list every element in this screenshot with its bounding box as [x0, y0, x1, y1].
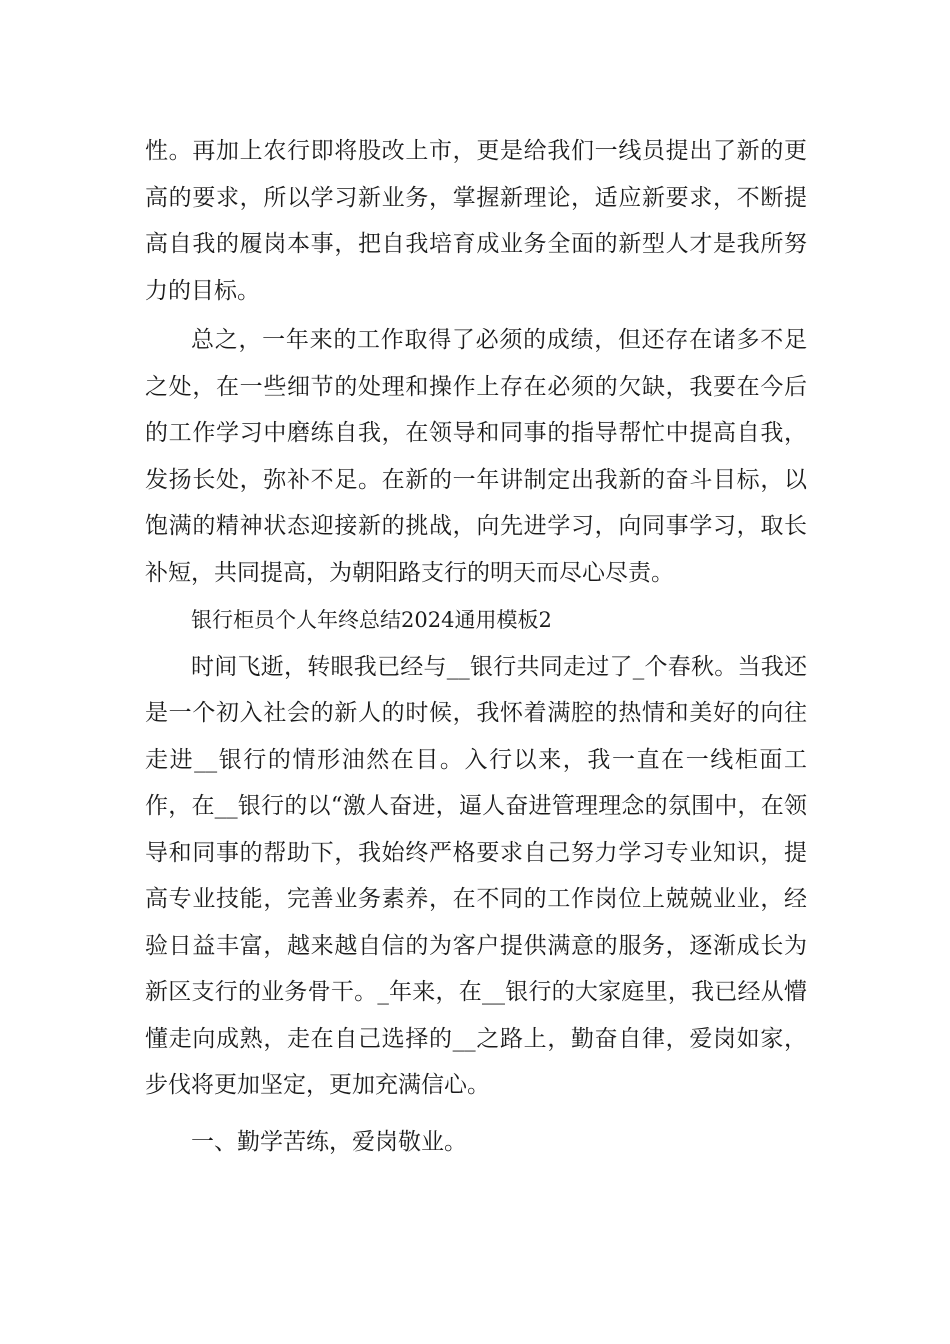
- paragraph-body: 时间飞逝，转眼我已经与__银行共同走过了_个春秋。当我还是一个初入社会的新人的时候，我怀着满腔的热情和美好的向往走进__银行的情形油然在目。入行以来，我一直在一线柜面工作，在__银行的以“激人奋进，逼人奋进管理理念的氛围中，在领导和同事的帮助下，我始终严格要求自己努力学习专业知识，提高专业技能，完善业务素养，在不同的工作岗位上兢兢业业，经验日益丰富，越来越自信的为客户提供满意的服务，逐渐成长为新区支行的业务骨干。_年来，在__银行的大家庭里，我已经从懵懂走向成熟，走在自己选择的__之路上，勤奋自律，爱岗如家，步伐将更加坚定，更加充满信心。: [145, 653, 807, 1098]
- paragraph-continuation: 性。再加上农行即将股改上市，更是给我们一线员提出了新的更高的要求，所以学习新业务，掌握新理论，适应新要求，不断提高自我的履岗本事，把自我培育成业务全面的新型人才是我所努力的目标。: [145, 138, 807, 304]
- paragraph-summary: 总之，一年来的工作取得了必须的成绩，但还存在诸多不足之处，在一些细节的处理和操作上存在必须的欠缺，我要在今后的工作学习中磨练自我，在领导和同事的指导帮忙中提高自我，发扬长处，弥补不足。在新的一年讲制定出我新的奋斗目标，以饱满的精神状态迎接新的挑战，向先进学习，向同事学习，取长补短，共同提高，为朝阳路支行的明天而尽心尽责。: [145, 327, 807, 586]
- section-title: 银行柜员个人年终总结2024通用模板2: [191, 608, 552, 632]
- sub-heading: 一、勤学苦练，爱岗敬业。: [191, 1128, 467, 1155]
- document-page: [145, 128, 807, 1165]
